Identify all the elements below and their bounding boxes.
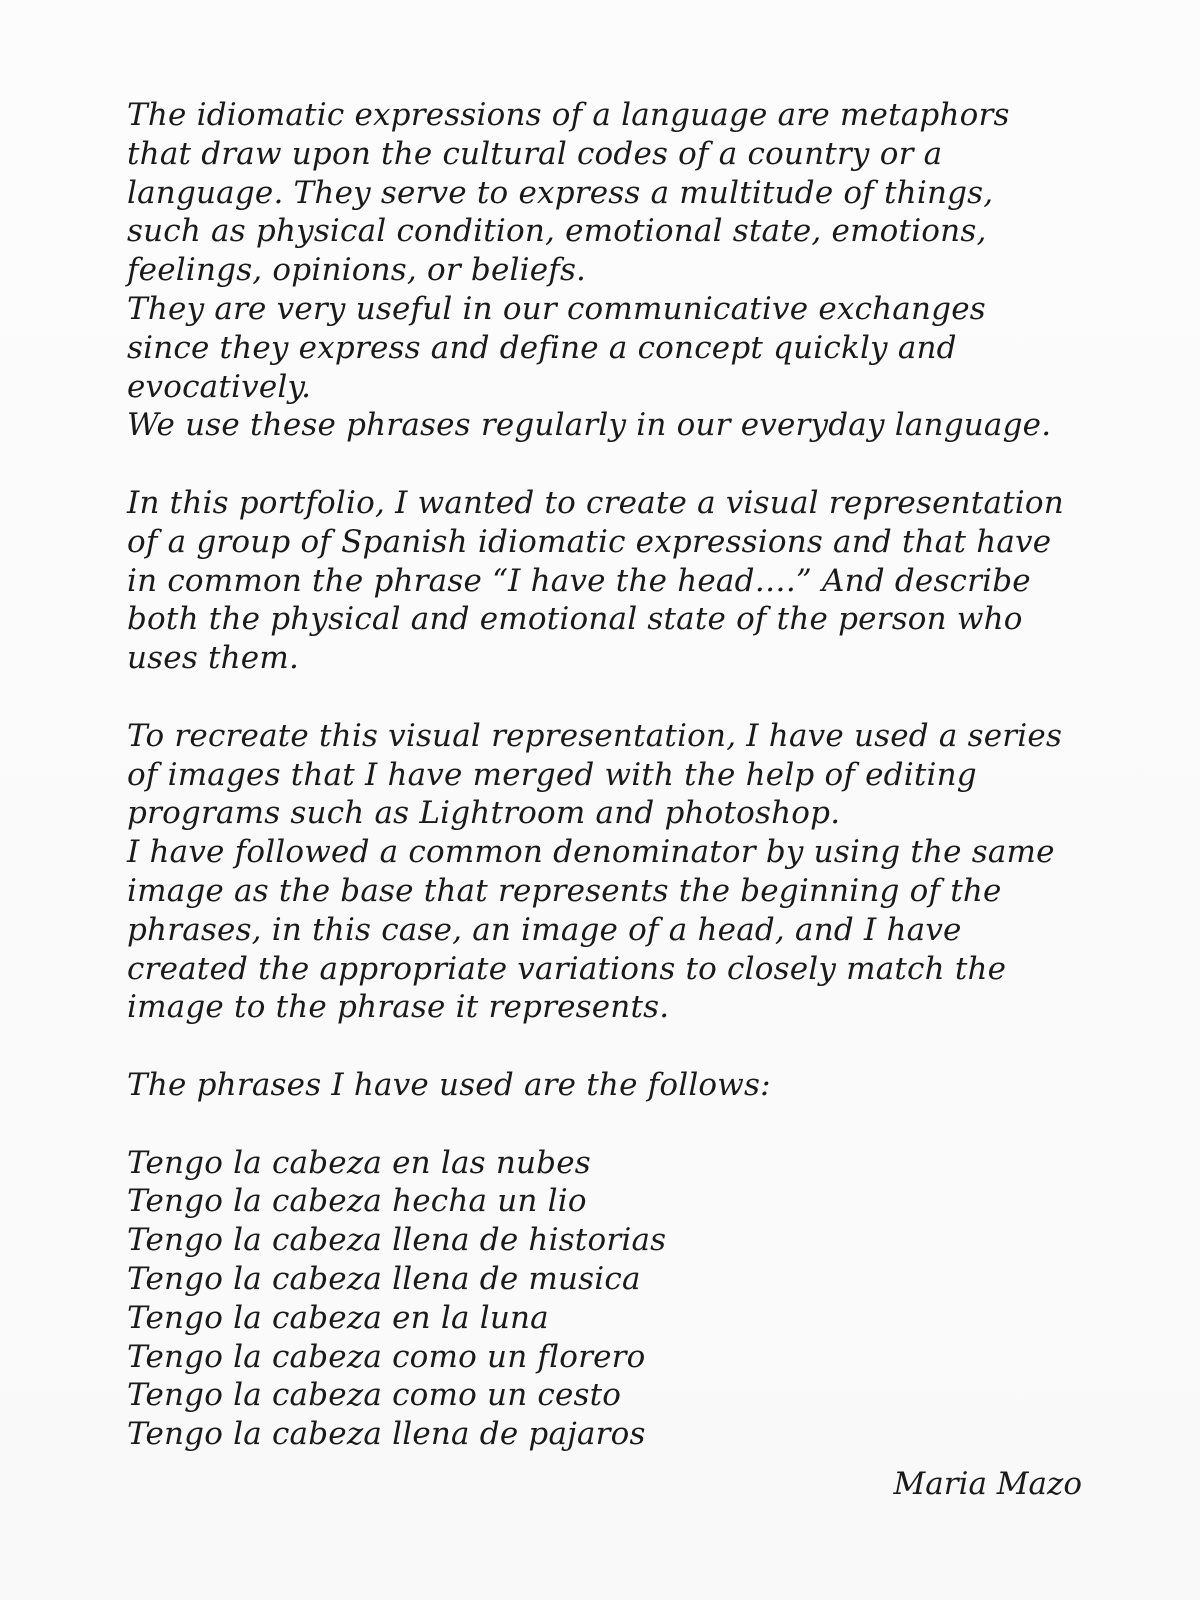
statement-text	[127, 96, 1117, 1454]
text-line: that draw upon the cultural codes of a country or a	[127, 135, 943, 172]
text-line: They are very useful in our communicative exchanges	[127, 290, 986, 327]
phrase-item: Tengo la cabeza llena de musica	[127, 1260, 641, 1297]
text-line: since they express and define a concept quickly and	[127, 329, 957, 366]
text-line: such as physical condition, emotional state, emotions,	[127, 213, 987, 250]
phrase-item: Tengo la cabeza como un cesto	[127, 1377, 622, 1414]
text-line: in common the phrase “I have the head….” And describe	[127, 562, 1031, 599]
paragraph-portfolio	[127, 484, 1117, 678]
text-line: To recreate this visual representation, I have used a series	[127, 717, 1063, 754]
text-line: phrases, in this case, an image of a head, and I have	[127, 911, 962, 948]
phrase-list	[127, 1144, 1117, 1454]
paragraph-gap	[127, 1105, 1117, 1144]
text-line: programs such as Lightroom and photoshop.	[127, 795, 841, 832]
paragraph-process	[127, 717, 1117, 1027]
paragraph-gap	[127, 678, 1117, 717]
text-line: feelings, opinions, or beliefs.	[127, 252, 587, 289]
text-line: of a group of Spanish idiomatic expressions and that have	[127, 523, 1052, 560]
text-line: We use these phrases regularly in our everyday language.	[127, 407, 1052, 444]
phrase-item: Tengo la cabeza en las nubes	[127, 1144, 591, 1181]
paragraph-intro	[127, 96, 1117, 445]
text-line: created the appropriate variations to closely match the	[127, 950, 1007, 987]
text-line: The phrases I have used are the follows:	[127, 1066, 771, 1103]
text-line: In this portfolio, I wanted to create a visual representation	[127, 484, 1064, 521]
phrase-item: Tengo la cabeza llena de historias	[127, 1222, 667, 1259]
text-line: evocatively.	[127, 368, 312, 405]
paragraph-gap	[127, 445, 1117, 484]
text-line: uses them.	[127, 640, 300, 677]
text-line: image as the base that represents the beginning of the	[127, 872, 1002, 909]
text-line: both the physical and emotional state of the person who	[127, 601, 1023, 638]
text-line: The idiomatic expressions of a language are metaphors	[127, 97, 1010, 133]
paragraph-gap	[127, 1027, 1117, 1066]
phrase-item: Tengo la cabeza en la luna	[127, 1299, 549, 1336]
phrase-item: Tengo la cabeza hecha un lio	[127, 1183, 587, 1220]
text-line: image to the phrase it represents.	[127, 989, 670, 1026]
author-signature: Maria Mazo	[893, 1466, 1082, 1502]
phrase-item: Tengo la cabeza como un florero	[127, 1338, 646, 1375]
text-line: language. They serve to express a multitude of things,	[127, 174, 994, 211]
text-line: I have followed a common denominator by using the same	[127, 834, 1055, 871]
text-line: of images that I have merged with the help of editing	[127, 756, 977, 793]
phrase-item: Tengo la cabeza llena de pajaros	[127, 1416, 646, 1453]
paragraph-phrases-intro	[127, 1066, 1117, 1105]
